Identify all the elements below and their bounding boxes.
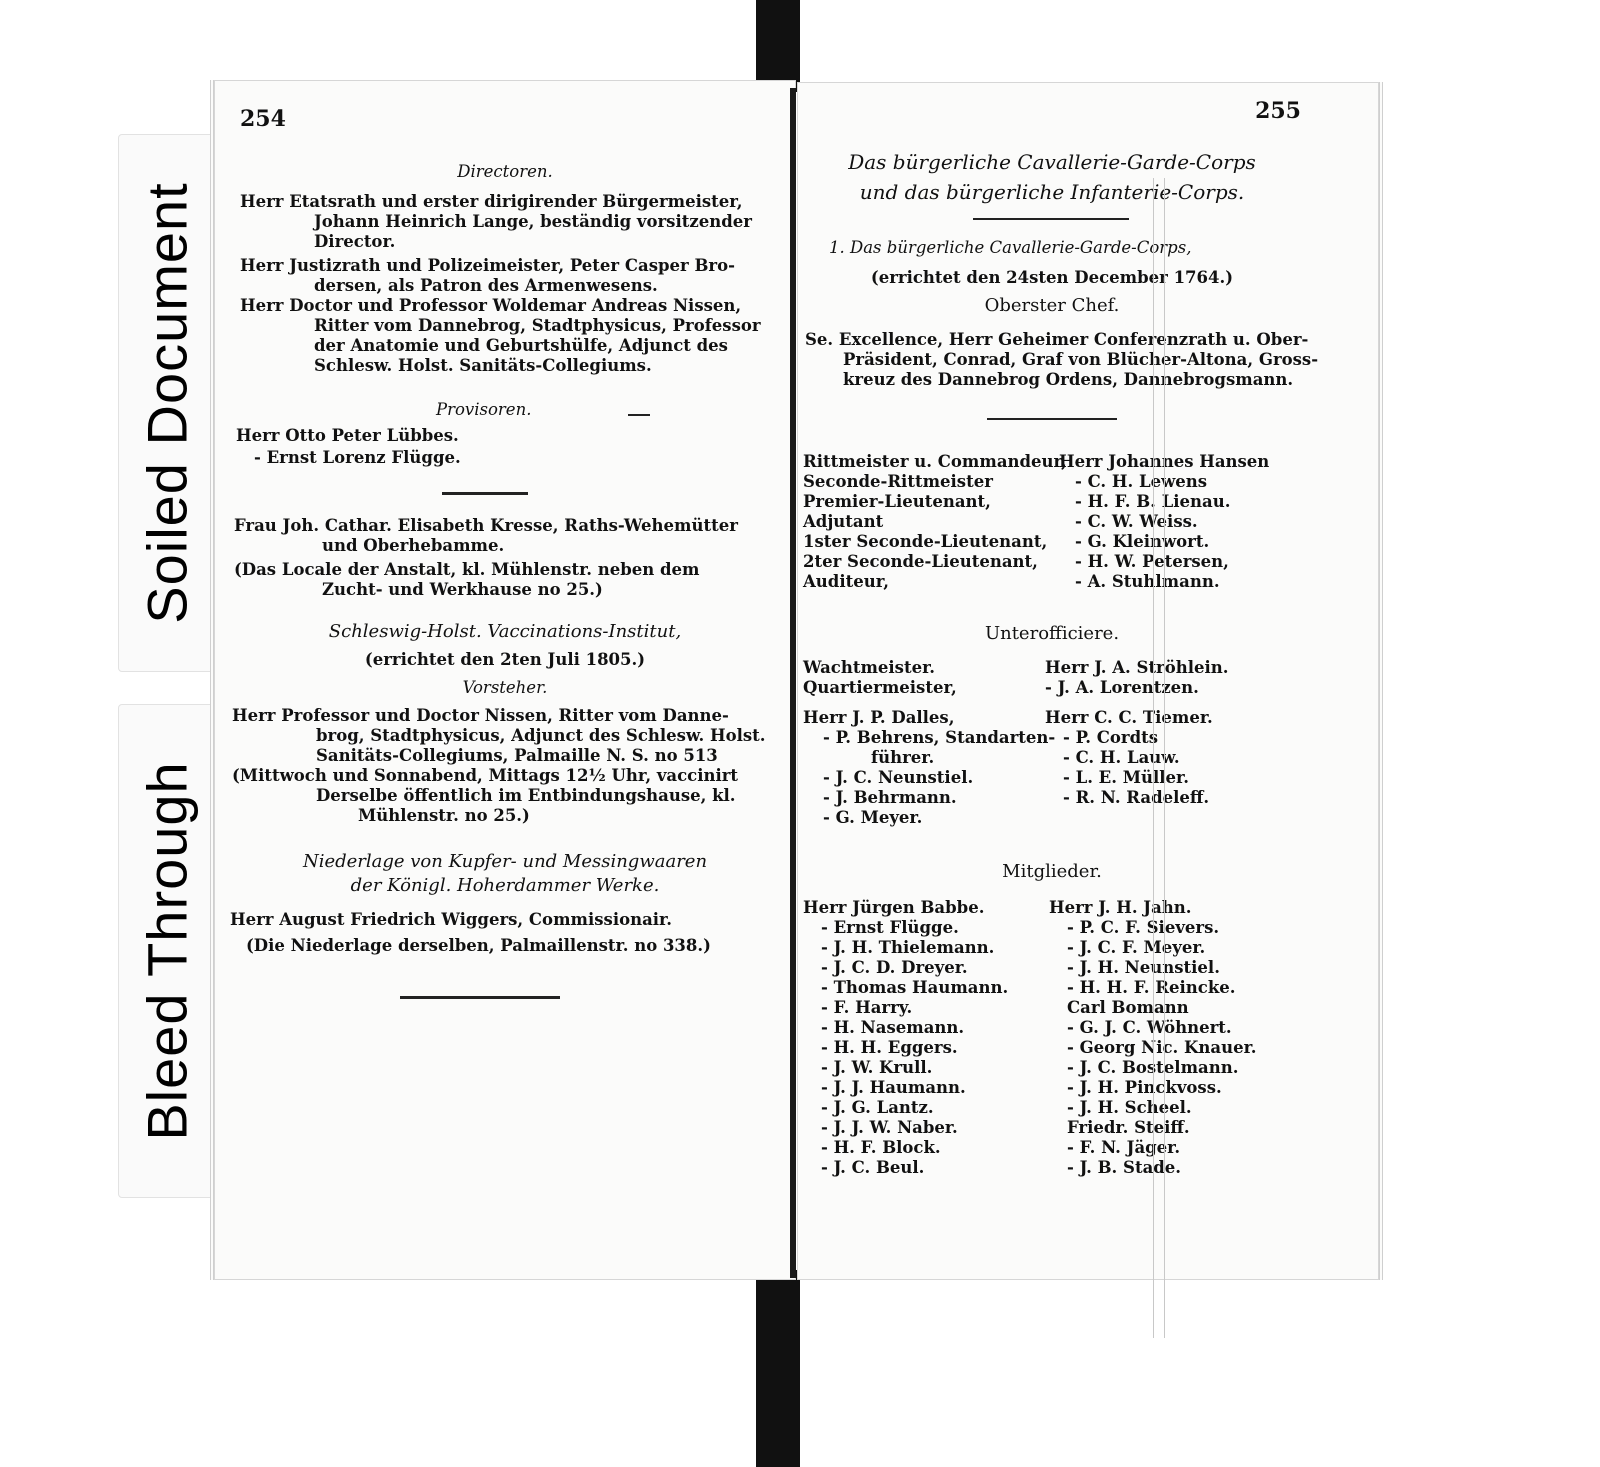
officer-rank: Seconde-Rittmeister xyxy=(803,472,993,491)
hebamme-line: (Das Locale der Anstalt, kl. Mühlenstr. neben dem xyxy=(234,560,700,579)
member-name: - Thomas Haumann. xyxy=(821,978,1009,997)
niederlage-line: (Die Niederlage derselben, Palmaillenstr. no 338.) xyxy=(246,936,711,955)
member-name: Carl Bomann xyxy=(1067,998,1189,1017)
closing-rule xyxy=(400,996,560,999)
officer-name: - A. Stuhlmann. xyxy=(1075,572,1220,591)
nco-name: Herr J. A. Ströhlein. xyxy=(1045,658,1229,677)
nco-rank: Wachtmeister. xyxy=(803,658,936,677)
vaccination-line: Derselbe öffentlich im Entbindungshause, kl. xyxy=(316,786,736,805)
member-name: - F. Harry. xyxy=(821,998,913,1017)
short-rule xyxy=(628,414,650,416)
section-rule xyxy=(987,418,1117,420)
left-page xyxy=(210,80,796,1280)
hebamme-line: und Oberhebamme. xyxy=(322,536,505,555)
member-name: - J. H. Scheel. xyxy=(1067,1098,1192,1117)
soiled-document-text: Soiled Document xyxy=(135,182,199,624)
soiled-document-label xyxy=(118,134,216,672)
officer-rank: 2ter Seconde-Lieutenant, xyxy=(803,552,1038,571)
nco-member: führer. xyxy=(871,748,935,767)
directoren-line: Herr Etatsrath und erster dirigirender Bürgermeister, xyxy=(240,192,743,211)
nco-rank: Quartiermeister, xyxy=(803,678,957,697)
member-name: Herr J. H. Jahn. xyxy=(1049,898,1192,917)
nco-member: - J. C. Neunstiel. xyxy=(823,768,974,787)
member-name: - H. Nasemann. xyxy=(821,1018,965,1037)
vaccination-line: brog, Stadtphysicus, Adjunct des Schlesw. Holst. xyxy=(316,726,766,745)
member-name: - Ernst Flügge. xyxy=(821,918,959,937)
section-rule xyxy=(442,492,528,495)
nco-member: - R. N. Radeleff. xyxy=(1063,788,1210,807)
member-name: - J. G. Lantz. xyxy=(821,1098,934,1117)
chef-line: kreuz des Dannebrog Ordens, Dannebrogsmann. xyxy=(843,370,1294,389)
page-number-left: 254 xyxy=(240,106,286,132)
nco-member: Herr J. P. Dalles, xyxy=(803,708,955,727)
vaccination-line: (Mittwoch und Sonnabend, Mittags 12½ Uhr, vaccinirt xyxy=(232,766,739,785)
provisoren-line: - Ernst Lorenz Flügge. xyxy=(254,448,461,467)
book-gutter xyxy=(790,88,796,1278)
corps-title: Das bürgerliche Cavallerie-Garde-Corps xyxy=(848,150,1256,174)
member-name: - J. W. Krull. xyxy=(821,1058,933,1077)
officer-rank: Adjutant xyxy=(803,512,884,531)
member-name: - J. H. Pinckvoss. xyxy=(1067,1078,1222,1097)
directoren-line: Herr Justizrath und Polizeimeister, Peter Casper Bro- xyxy=(240,256,735,275)
directoren-line: dersen, als Patron des Armenwesens. xyxy=(314,276,658,295)
directoren-line: Schlesw. Holst. Sanitäts-Collegiums. xyxy=(314,356,652,375)
nco-member: Herr C. C. Tiemer. xyxy=(1045,708,1213,727)
nco-member: - P. Cordts xyxy=(1063,728,1159,747)
corps-title: und das bürgerliche Infanterie-Corps. xyxy=(859,180,1245,204)
member-name: - F. N. Jäger. xyxy=(1067,1138,1181,1157)
directoren-line: Johann Heinrich Lange, beständig vorsitzender xyxy=(314,212,752,231)
officer-name: - C. H. Lewens xyxy=(1075,472,1208,491)
vorsteher-heading: Vorsteher. xyxy=(462,678,548,697)
member-name: - J. C. Beul. xyxy=(821,1158,925,1177)
chef-line: Präsident, Conrad, Graf von Blücher-Altona, Gross- xyxy=(843,350,1319,369)
member-name: - J. C. F. Meyer. xyxy=(1067,938,1206,957)
spine-strip-bottom xyxy=(756,1270,800,1467)
officer-name: Herr Johannes Hansen xyxy=(1059,452,1270,471)
member-name: - H. F. Block. xyxy=(821,1138,941,1157)
officer-name: - H. W. Petersen, xyxy=(1075,552,1229,571)
member-name: - J. C. D. Dreyer. xyxy=(821,958,968,977)
nco-member: - C. H. Lauw. xyxy=(1063,748,1180,767)
nco-member: - L. E. Müller. xyxy=(1063,768,1189,787)
chef-line: Se. Excellence, Herr Geheimer Conferenzrath u. Ober- xyxy=(805,330,1309,349)
provisoren-line: Herr Otto Peter Lübbes. xyxy=(236,426,459,445)
directoren-heading: Directoren. xyxy=(457,162,553,181)
vaccination-subtitle: (errichtet den 2ten Juli 1805.) xyxy=(364,650,646,669)
nco-member: - P. Behrens, Standarten- xyxy=(823,728,1056,747)
bleed-through-label xyxy=(118,704,216,1198)
right-page xyxy=(797,82,1383,1280)
member-name: - J. B. Stade. xyxy=(1067,1158,1182,1177)
mitglieder-heading: Mitglieder. xyxy=(1002,861,1102,882)
section-subtitle: (errichtet den 24sten December 1764.) xyxy=(870,268,1234,287)
member-name: - J. C. Bostelmann. xyxy=(1067,1058,1239,1077)
officer-rank: Auditeur, xyxy=(803,572,889,591)
officer-rank: Rittmeister u. Commandeur, xyxy=(803,452,1067,471)
hebamme-line: Frau Joh. Cathar. Elisabeth Kresse, Raths-Wehemütter xyxy=(234,516,738,535)
bleed-through-text: Bleed Through xyxy=(135,761,199,1141)
nco-member: - J. Behrmann. xyxy=(823,788,957,807)
officer-name: - C. W. Weiss. xyxy=(1075,512,1198,531)
provisoren-heading: Provisoren. xyxy=(436,400,532,419)
section-heading: 1. Das bürgerliche Cavallerie-Garde-Corps, xyxy=(829,238,1192,257)
page-number-right: 255 xyxy=(1255,98,1301,124)
officer-name: - G. Kleinwort. xyxy=(1075,532,1210,551)
member-name: - H. H. Eggers. xyxy=(821,1038,958,1057)
directoren-line: der Anatomie und Geburtshülfe, Adjunct des xyxy=(314,336,728,355)
officer-rank: Premier-Lieutenant, xyxy=(803,492,991,511)
directoren-line: Ritter vom Dannebrog, Stadtphysicus, Professor xyxy=(314,316,761,335)
member-name: - J. J. W. Naber. xyxy=(821,1118,958,1137)
member-name: - J. H. Thielemann. xyxy=(821,938,995,957)
member-name: - J. J. Haumann. xyxy=(821,1078,966,1097)
chef-heading: Oberster Chef. xyxy=(984,295,1120,316)
member-name: - Georg Nic. Knauer. xyxy=(1067,1038,1257,1057)
member-name: - H. H. F. Reincke. xyxy=(1067,978,1236,997)
nco-member: - G. Meyer. xyxy=(823,808,923,827)
officer-rank: 1ster Seconde-Lieutenant, xyxy=(803,532,1048,551)
hebamme-line: Zucht- und Werkhause no 25.) xyxy=(322,580,603,599)
directoren-line: Herr Doctor und Professor Woldemar Andreas Nissen, xyxy=(240,296,742,315)
member-name: - G. J. C. Wöhnert. xyxy=(1067,1018,1232,1037)
niederlage-title: der Königl. Hoherdammer Werke. xyxy=(350,875,660,896)
page-edge xyxy=(1153,178,1165,1338)
niederlage-title: Niederlage von Kupfer- und Messingwaaren xyxy=(302,851,708,872)
vaccination-line: Mühlenstr. no 25.) xyxy=(358,806,530,825)
member-name: Herr Jürgen Babbe. xyxy=(803,898,985,917)
directoren-line: Director. xyxy=(314,232,396,251)
vaccination-line: Herr Professor und Doctor Nissen, Ritter vom Danne- xyxy=(232,706,729,725)
nco-name: - J. A. Lorentzen. xyxy=(1045,678,1199,697)
vaccination-line: Sanitäts-Collegiums, Palmaille N. S. no 513 xyxy=(316,746,718,765)
unteroffiziere-heading: Unterofficiere. xyxy=(984,623,1120,644)
spine-strip-top xyxy=(756,0,800,92)
member-name: - J. H. Neunstiel. xyxy=(1067,958,1220,977)
niederlage-line: Herr August Friedrich Wiggers, Commissionair. xyxy=(230,910,672,929)
member-name: Friedr. Steiff. xyxy=(1067,1118,1190,1137)
vaccination-title: Schleswig-Holst. Vaccinations-Institut, xyxy=(328,621,682,642)
officer-name: - H. F. B. Lienau. xyxy=(1075,492,1231,511)
member-name: - P. C. F. Sievers. xyxy=(1067,918,1220,937)
title-rule xyxy=(973,218,1129,220)
